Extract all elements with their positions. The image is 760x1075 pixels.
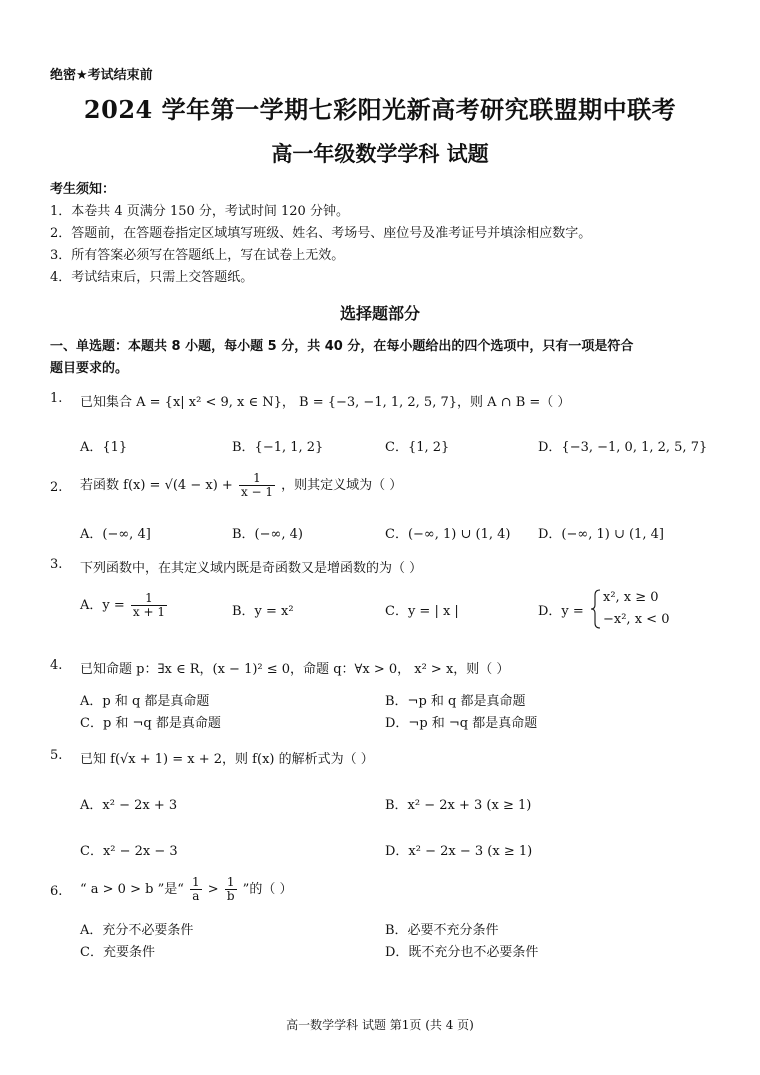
fraction [131, 592, 167, 619]
confidential-label: 绝密★考试结束前 [50, 68, 153, 83]
part-instructions-cont: 题目要求的。 [50, 361, 129, 376]
question-text: 已知集合 A = {x| x² < 9, x ∈ N}， B = {−3, −1, 1, 2, 5, 7}，则 A ∩ B =（ ） [80, 395, 571, 410]
part-instructions: 一、单选题：本题共 8 小题，每小题 5 分，共 40 分，在每小题给出的四个选项中，只有一项是符合 [50, 339, 634, 354]
fraction-denominator: x + 1 [132, 605, 165, 619]
notice-heading: 考生须知： [50, 182, 116, 197]
option-a: A．{1} [80, 440, 128, 455]
option-b: B．(−∞, 4) [232, 527, 303, 542]
question-number: 2. [50, 480, 63, 495]
fraction-numerator: 1 [131, 592, 167, 606]
question-text: 下列函数中，在其定义域内既是奇函数又是增函数的为（ ） [80, 561, 423, 576]
option-d: D．既不充分也不必要条件 [385, 945, 539, 960]
option-b: B．{−1, 1, 2} [232, 440, 324, 455]
exam-subtitle: 高一年级数学学科 试题 [271, 141, 489, 166]
section-title: 选择题部分 [339, 304, 420, 323]
option-d: D．¬p 和 ¬q 都是真命题 [385, 716, 538, 731]
option-prefix: A．y = [80, 598, 125, 613]
option-b: B．¬p 和 q 都是真命题 [385, 694, 526, 709]
option-a: A．充分不必要条件 [80, 923, 194, 938]
exam-title: 2024 学年第一学期七彩阳光新高考研究联盟期中联考 [83, 95, 677, 124]
option-c: C．(−∞, 1) ∪ (1, 4) [385, 527, 511, 542]
notice-item: 1．本卷共 4 页满分 150 分，考试时间 120 分钟。 [50, 204, 349, 219]
question-number: 5. [50, 748, 63, 763]
option-c: C．充要条件 [80, 945, 155, 960]
fraction [239, 472, 275, 499]
question-number: 6. [50, 884, 63, 899]
fraction-denominator: a [192, 889, 200, 903]
fraction-numerator: 1 [192, 875, 200, 889]
option-b: B．x² − 2x + 3 (x ≥ 1) [385, 798, 532, 813]
option-b: B．y = x² [232, 604, 294, 619]
option-d: D．{−3, −1, 0, 1, 2, 5, 7} [538, 440, 708, 455]
option-d: D．x² − 2x − 3 (x ≥ 1) [385, 844, 533, 859]
piecewise-case-1: x², x ≥ 0 [603, 590, 659, 605]
fraction [190, 876, 202, 903]
fraction-numerator: 1 [225, 876, 237, 890]
fraction-numerator: 1 [239, 472, 275, 486]
fraction-denominator: x − 1 [240, 485, 274, 499]
option-c: C．y = | x | [385, 604, 459, 619]
option-a: A．x² − 2x + 3 [80, 798, 178, 813]
option-c: C．{1, 2} [385, 440, 450, 455]
question-text-before: “ a > 0 > b ”是“ [80, 882, 184, 897]
option-a: A．p 和 q 都是真命题 [80, 694, 210, 709]
question-number: 3. [50, 557, 63, 572]
fraction-denominator: b [226, 889, 235, 903]
option-a [80, 592, 169, 619]
question-text-after: ”的（ ） [242, 882, 293, 897]
option-a: A．(−∞, 4] [80, 527, 151, 542]
option-c: C．x² − 2x − 3 [80, 844, 178, 859]
question-number: 4. [50, 658, 63, 673]
option-d-prefix: D．y = [538, 604, 584, 619]
question-number: 1. [50, 391, 63, 406]
notice-item: 2．答题前，在答题卷指定区域填写班级、姓名、考场号、座位号及准考证号并填涂相应数字。 [50, 226, 592, 241]
notice-item: 3．所有答案必须写在答题纸上，写在试卷上无效。 [50, 248, 345, 263]
option-b: B．必要不充分条件 [385, 923, 499, 938]
fraction [225, 876, 237, 903]
page-footer: 高一数学学科 试题 第1页 (共 4 页) [286, 1018, 474, 1032]
option-c: C．p 和 ¬q 都是真命题 [80, 716, 221, 731]
question-text [80, 876, 292, 903]
question-text [80, 472, 402, 499]
question-text-before: 若函数 f(x) = √(4 − x) + [80, 478, 233, 493]
piecewise-brace [590, 589, 602, 629]
question-text: 已知 f(√x + 1) = x + 2，则 f(x) 的解析式为（ ） [80, 752, 374, 767]
option-d: D．(−∞, 1) ∪ (1, 4] [538, 527, 664, 542]
notice-item: 4．考试结束后，只需上交答题纸。 [50, 270, 254, 285]
question-text-after: ，则其定义域为（ ） [281, 478, 403, 493]
comparison-sign: > [207, 882, 219, 897]
question-text: 已知命题 p：∃x ∈ R，(x − 1)² ≤ 0，命题 q：∀x > 0， x² > x，则（ ） [80, 662, 510, 677]
piecewise-case-2: −x², x < 0 [603, 612, 670, 627]
